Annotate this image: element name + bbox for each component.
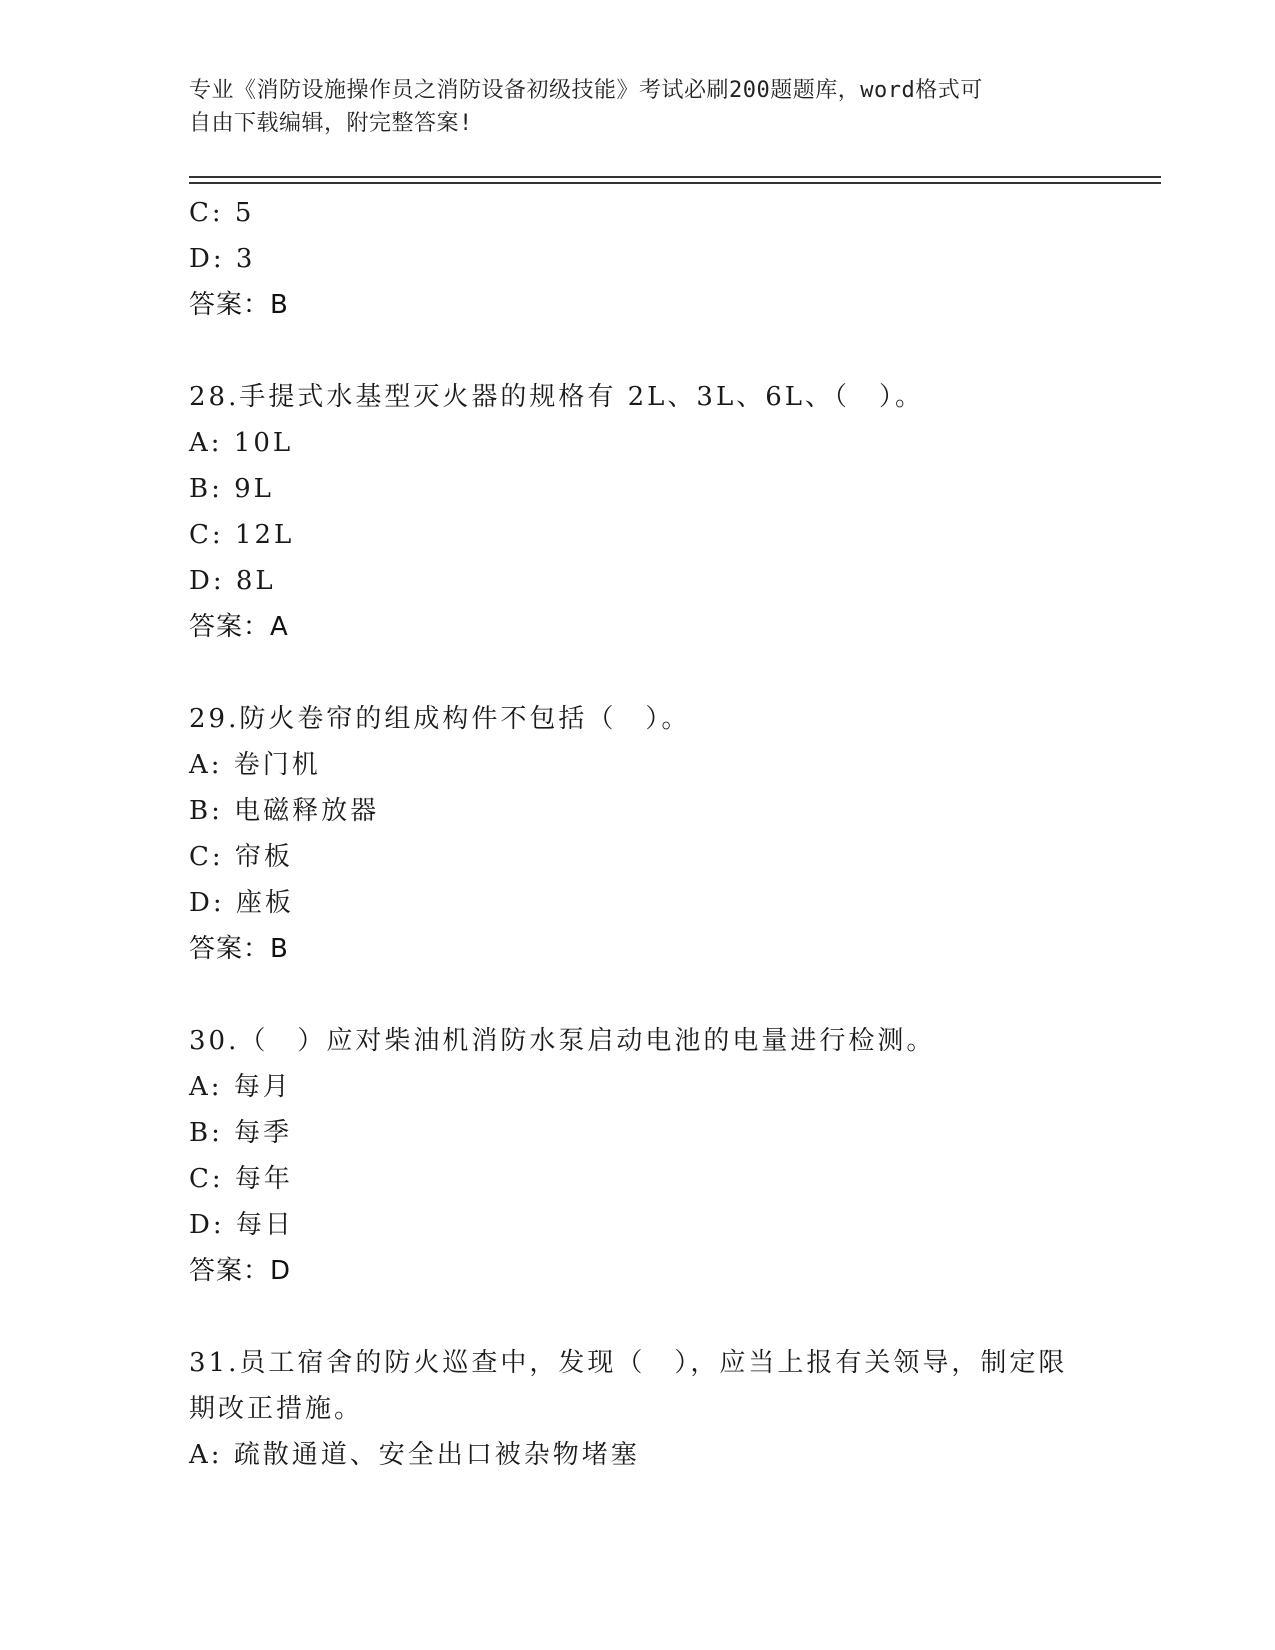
answer: 答案：B (189, 934, 289, 964)
answer: 答案：B (189, 290, 289, 320)
option-a: A: 疏散通道、安全出口被杂物堵塞 (189, 1440, 640, 1470)
question-stem: 28.手提式水基型灭火器的规格有 2L、3L、6L、（ ）。 (189, 382, 925, 412)
document-header (189, 74, 1089, 140)
answer: 答案：D (189, 1256, 292, 1286)
header-rule-top (189, 176, 1161, 178)
spacer (189, 328, 1089, 374)
option-c: C: 5 (189, 198, 255, 228)
question-list (189, 190, 1089, 1478)
option-d: D: 每日 (189, 1210, 294, 1240)
option-b: B: 9L (189, 474, 274, 504)
question-28 (189, 374, 1089, 650)
question-stem-line-2: 期改正措施。 (189, 1394, 364, 1424)
spacer (189, 1294, 1089, 1340)
option-d: D: 8L (189, 566, 276, 596)
question-stem: 30.（ ）应对柴油机消防水泵启动电池的电量进行检测。 (189, 1026, 936, 1056)
header-line-1: 专业《消防设施操作员之消防设备初级技能》考试必刷200题题库，word格式可 (189, 78, 983, 103)
option-d: D: 3 (189, 244, 256, 274)
option-a: A: 卷门机 (189, 750, 321, 780)
header-rule-bottom (189, 182, 1161, 184)
option-a: A: 10L (189, 428, 294, 458)
question-stem-line-1: 31.员工宿舍的防火巡查中，发现（ ），应当上报有关领导，制定限 (189, 1348, 1068, 1378)
question-stem: 29.防火卷帘的组成构件不包括（ ）。 (189, 704, 691, 734)
question-29 (189, 696, 1089, 972)
answer: 答案：A (189, 612, 289, 642)
question-prev (189, 190, 1089, 328)
header-line-2: 自由下载编辑，附完整答案! (189, 111, 473, 136)
option-b: B: 每季 (189, 1118, 293, 1148)
option-c: C: 每年 (189, 1164, 293, 1194)
option-c: C: 帘板 (189, 842, 293, 872)
spacer (189, 650, 1089, 696)
question-31 (189, 1340, 1089, 1478)
option-d: D: 座板 (189, 888, 294, 918)
spacer (189, 972, 1089, 1018)
option-b: B: 电磁释放器 (189, 796, 380, 826)
option-a: A: 每月 (189, 1072, 292, 1102)
question-30 (189, 1018, 1089, 1294)
option-c: C: 12L (189, 520, 295, 550)
